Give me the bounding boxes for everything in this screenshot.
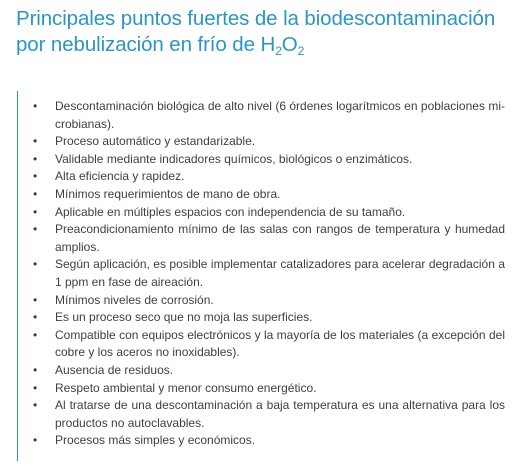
list-item — [33, 362, 505, 380]
bullet-icon: • — [33, 151, 38, 166]
list-item — [33, 221, 505, 256]
bullet-icon: • — [33, 257, 38, 272]
bullet-icon: • — [33, 433, 38, 448]
list-item-text: Aplicable en múltiples espacios con independencia de su tamaño. — [55, 204, 406, 219]
list-item — [33, 256, 505, 291]
list-item-text: Procesos más simples y económicos. — [55, 433, 256, 448]
list-item — [33, 168, 505, 186]
list-item-text: Alta eficiencia y rapidez. — [55, 169, 185, 184]
list-item — [33, 380, 505, 398]
list-item — [33, 397, 505, 432]
list-item — [33, 133, 505, 151]
title-subscript-2: 2 — [275, 44, 282, 58]
list-item — [33, 151, 505, 169]
list-item — [33, 98, 505, 133]
bullet-icon: • — [33, 310, 38, 325]
page-title — [16, 6, 521, 58]
list-item-text: Ausencia de residuos. — [55, 362, 174, 377]
list-item — [33, 432, 505, 450]
bullet-icon: • — [33, 398, 38, 413]
bullet-icon: • — [33, 99, 38, 113]
bullet-icon: • — [33, 327, 38, 342]
bullet-icon: • — [33, 169, 38, 184]
list-item-text: Es un proceso seco que no moja las superficies. — [55, 310, 313, 325]
list-item — [33, 204, 505, 222]
bullet-icon: • — [33, 292, 38, 307]
list-item-text: Proceso automático y estandarizable. — [55, 134, 256, 149]
list-item-text: Validable mediante indicadores químicos, biológicos o enzimáticos. — [55, 151, 413, 166]
bullet-icon: • — [33, 222, 38, 237]
bullet-icon: • — [33, 204, 38, 219]
list-item — [33, 327, 505, 362]
title-text-oxygen: O — [281, 33, 298, 56]
list-item-text: Mínimos requerimientos de mano de obra. — [55, 186, 281, 201]
bullet-icon: • — [33, 380, 38, 395]
bullet-icon: • — [33, 186, 38, 201]
list-item-text: Descontaminación biológica de alto nivel (6 órdenes logarítmicos en poblaciones microbianas). — [55, 99, 505, 131]
list-item-text: Mínimos niveles de corrosión. — [55, 292, 214, 307]
bullet-icon: • — [33, 134, 38, 149]
list-item-text: Preacondicionamiento mínimo de las salas con rangos de temperatura y humedad amplios. — [55, 222, 505, 254]
title-subscript-2b: 2 — [297, 44, 305, 58]
list-item — [33, 186, 505, 204]
list-item-text: Compatible con equipos electrónicos y la mayoría de los materiales (a excepción del cobre y los aceros no inoxidables). — [55, 327, 505, 360]
title-text: Principales puntos fuertes de la biodescontaminación por nebulización en frío de H — [16, 7, 496, 56]
strengths-list — [33, 98, 505, 450]
list-item — [33, 292, 505, 310]
left-accent-rule — [17, 91, 18, 461]
bullet-icon: • — [33, 362, 38, 377]
list-item-text: Según aplicación, es posible implementar catalizadores para acelerar degradación a 1 ppm en fase de aireación. — [55, 257, 505, 289]
list-item-text: Respeto ambiental y menor consumo energético. — [55, 380, 317, 395]
list-item-text: Al tratarse de una descontaminación a baja temperatura es una alternativa para los productos no autoclavables. — [55, 398, 505, 430]
list-item — [33, 309, 505, 327]
